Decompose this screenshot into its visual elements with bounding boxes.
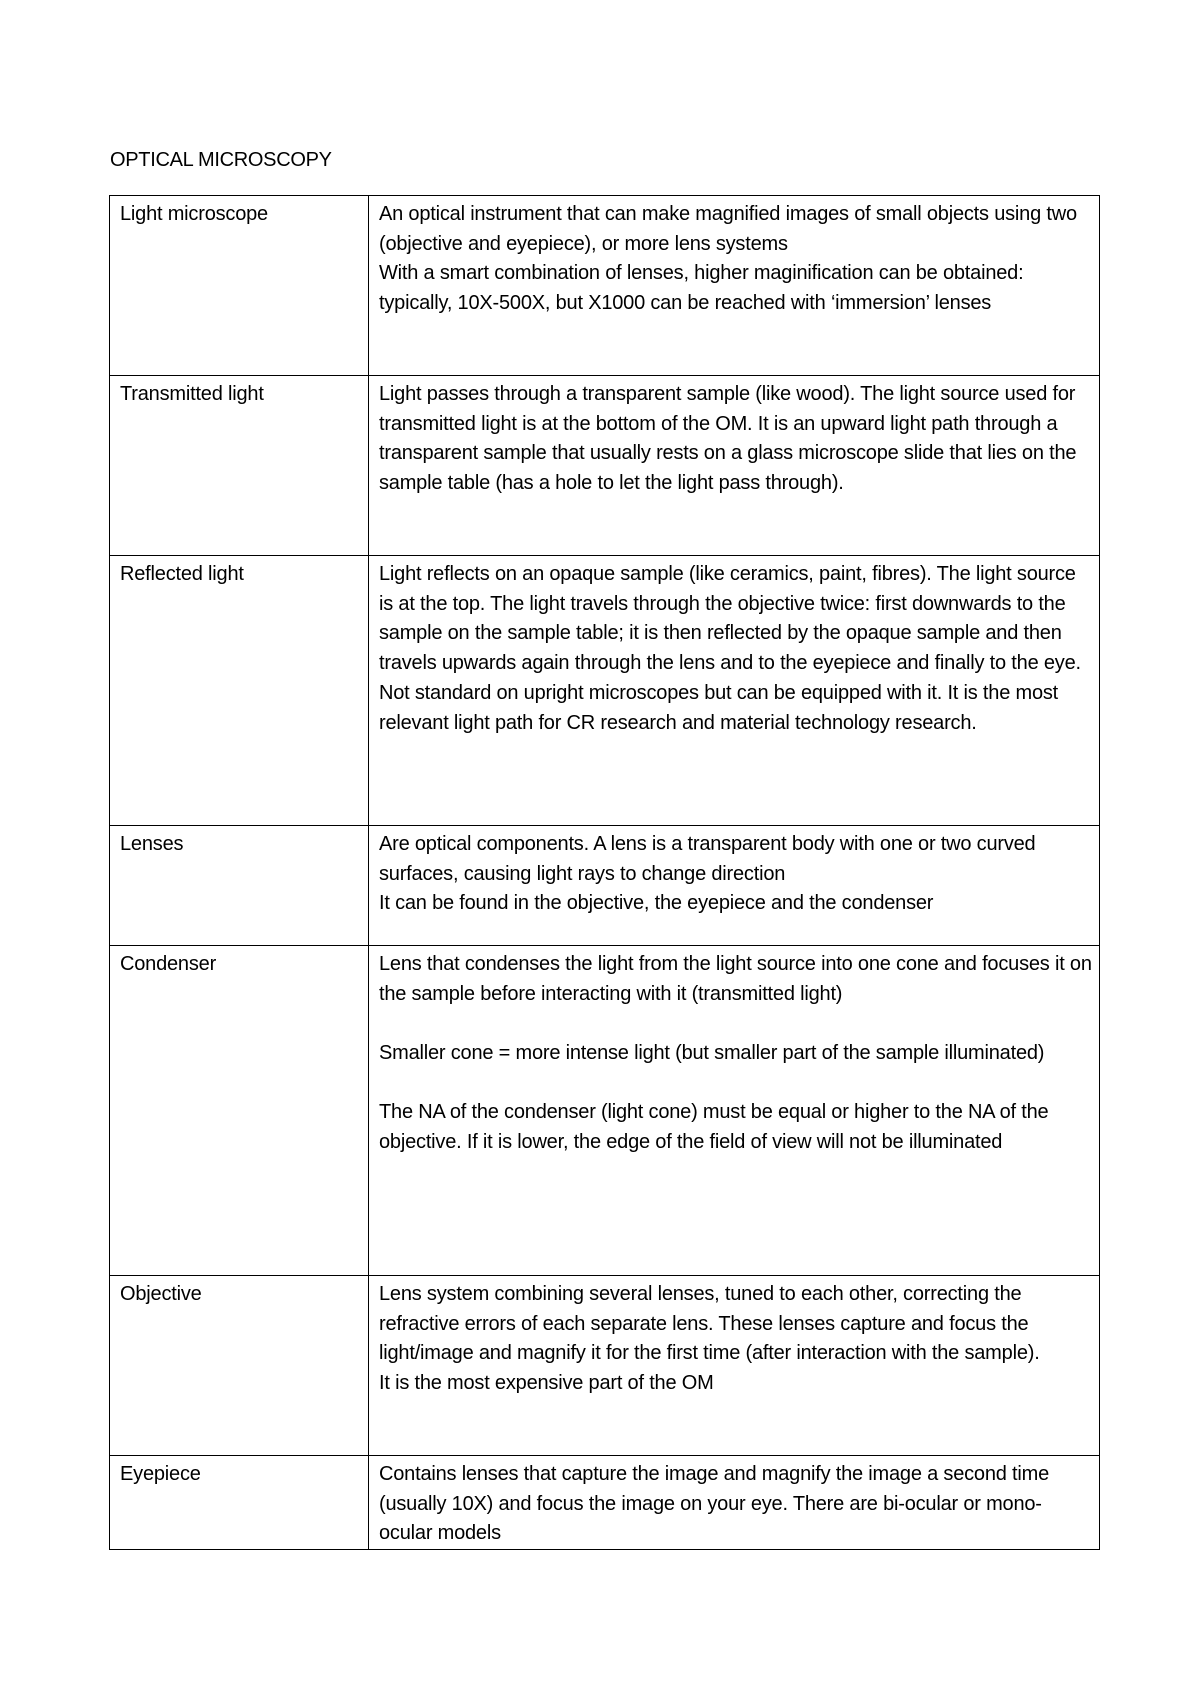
definition-paragraph: An optical instrument that can make magnified images of small objects using two (objective and eyepiece), or more lens systems xyxy=(379,203,1077,255)
term-cell: Light microscope xyxy=(110,196,369,376)
definition-paragraph: Smaller cone = more intense light (but smaller part of the sample illuminated) xyxy=(379,1042,1045,1065)
definition-cell xyxy=(369,376,1100,556)
table-row xyxy=(110,196,1100,376)
definition-cell xyxy=(369,196,1100,376)
definition-paragraph: Contains lenses that capture the image and magnify the image a second time (usually 10X) and focus the image on your eye. There are bi-ocular or mono-ocular models xyxy=(379,1463,1050,1545)
term-cell: Eyepiece xyxy=(110,1456,369,1550)
definition-paragraph: It can be found in the objective, the eyepiece and the condenser xyxy=(379,892,934,915)
definition-paragraph: Lens that condenses the light from the light source into one cone and focuses it on the sample before interacting with it (transmitted light) xyxy=(379,953,1092,1005)
term-cell: Reflected light xyxy=(110,556,369,826)
definition-cell xyxy=(369,826,1100,946)
definition-cell xyxy=(369,556,1100,826)
term-cell: Condenser xyxy=(110,946,369,1276)
table-row xyxy=(110,1456,1100,1550)
page-title: OPTICAL MICROSCOPY xyxy=(110,149,332,171)
table-row xyxy=(110,556,1100,826)
glossary-body xyxy=(110,196,1100,1550)
table-row xyxy=(110,1276,1100,1456)
definition-paragraph: With a smart combination of lenses, higher maginification can be obtained: typically, 10X-500X, but X1000 can be reached with ‘immersion’ lenses xyxy=(379,262,1024,315)
definition-cell xyxy=(369,1456,1100,1550)
definition-paragraph: Lens system combining several lenses, tuned to each other, correcting the refractive errors of each separate lens. These lenses capture and focus the light/image and magnify it for the first time (after interaction with the sample). xyxy=(379,1283,1040,1365)
definition-paragraph: Are optical components. A lens is a transparent body with one or two curved surfaces, causing light rays to change direction xyxy=(379,833,1036,885)
table-row xyxy=(110,376,1100,556)
term-cell: Transmitted light xyxy=(110,376,369,556)
term-cell: Lenses xyxy=(110,826,369,946)
definition-paragraph: It is the most expensive part of the OM xyxy=(379,1372,714,1395)
term-cell: Objective xyxy=(110,1276,369,1456)
definition-paragraph: Not standard on upright microscopes but can be equipped with it. It is the most relevant light path for CR research and material technology research. xyxy=(379,681,1059,734)
definition-cell xyxy=(369,946,1100,1276)
table-row xyxy=(110,826,1100,946)
definition-cell xyxy=(369,1276,1100,1456)
definition-paragraph: The NA of the condenser (light cone) must be equal or higher to the NA of the objective. If it is lower, the edge of the field of view will not be illuminated xyxy=(379,1101,1049,1154)
glossary-table xyxy=(109,195,1100,1550)
table-row xyxy=(110,946,1100,1276)
definition-paragraph: Light reflects on an opaque sample (like ceramics, paint, fibres). The light source is at the top. The light travels through the objective twice: first downwards to the sample on the sample table; it is then reflected by the opaque sample and then travels upwards again through the lens and to the eyepiece and finally to the eye. xyxy=(379,563,1081,675)
definition-paragraph: Light passes through a transparent sample (like wood). The light source used for transmitted light is at the bottom of the OM. It is an upward light path through a transparent sample that usually rests on a glass microscope slide that lies on the sample table (has a hole to let the light pass through). xyxy=(379,383,1077,495)
